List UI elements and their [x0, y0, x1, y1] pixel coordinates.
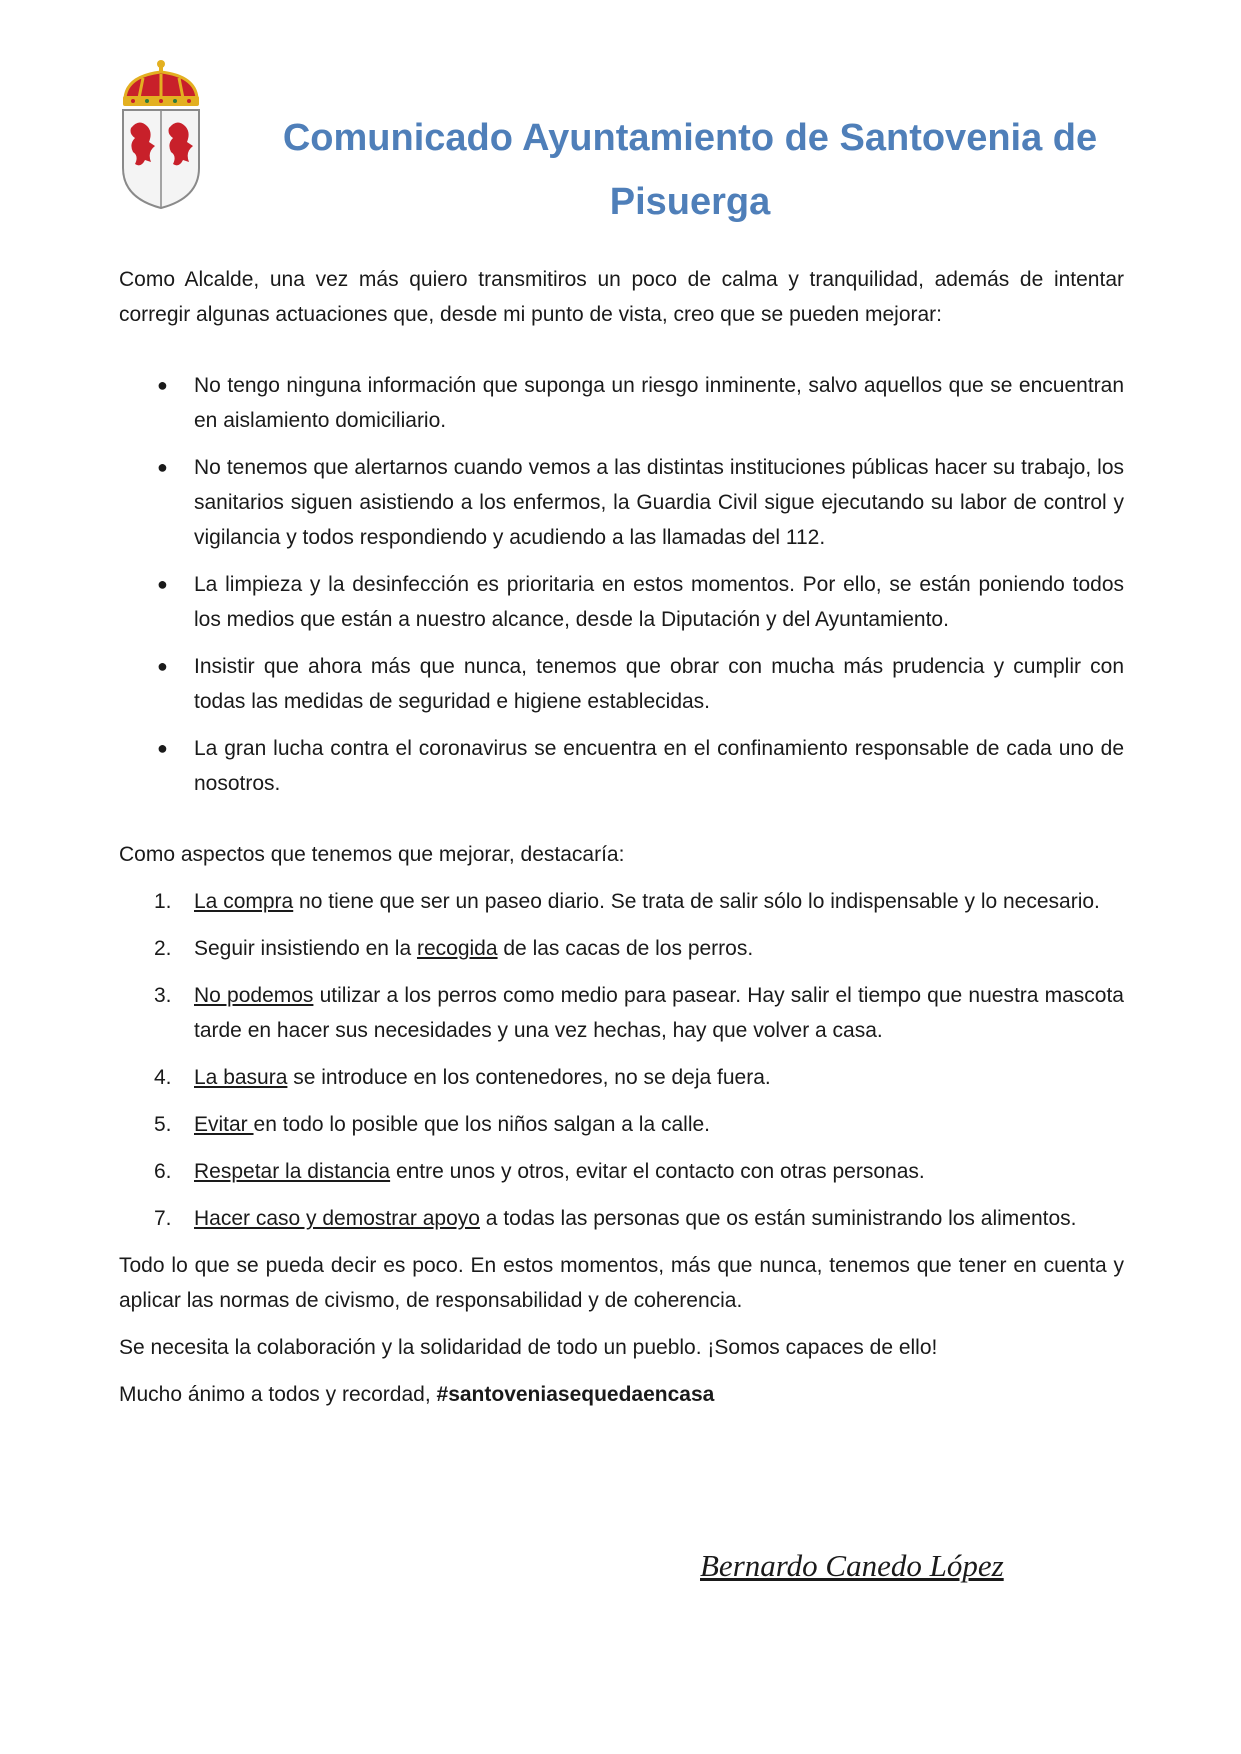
underlined-text: Respetar la distancia [194, 1160, 391, 1183]
closing-paragraph: Se necesita la colaboración y la solidaridad de todo un pueblo. ¡Somos capaces de ello! [119, 1336, 938, 1359]
list-item: ● Insistir que ahora más que nunca, tenemos que obrar con mucha más prudencia y cumplir con todas las medidas de seguridad e higiene establecidas. [119, 649, 1124, 719]
underlined-text: recogida [416, 937, 498, 960]
aspects-heading: Como aspectos que tenemos que mejorar, destacaría: [119, 843, 625, 866]
bullet-list [119, 368, 1124, 801]
item-number: 1. [154, 890, 172, 913]
list-item: 5. Evitar en todo lo posible que los niños salgan a la calle. [119, 1107, 1124, 1142]
item-number: 6. [154, 1160, 172, 1183]
list-item: ● No tenemos que alertarnos cuando vemos a las distintas instituciones públicas hacer su trabajo, los sanitarios siguen asistiendo a los enfermos, la Guardia Civil sigue ejecutando su labor de control y vigilancia y todos respondiendo y acudiendo a las llamadas del 112. [119, 450, 1124, 555]
item-number: 3. [154, 984, 172, 1007]
list-item: 6. Respetar la distancia entre unos y otros, evitar el contacto con otras personas. [119, 1154, 1124, 1189]
list-item: ● La gran lucha contra el coronavirus se encuentra en el confinamiento responsable de cada uno de nosotros. [119, 731, 1124, 801]
item-number: 2. [154, 937, 172, 960]
list-item: 3. No podemos utilizar a los perros como medio para pasear. Hay salir el tiempo que nuestra mascota tarde en hacer sus necesidades y una vez hechas, hay que volver a casa. [119, 978, 1124, 1048]
underlined-text: Hacer caso y demostrar apoyo [194, 1207, 480, 1230]
list-item: ● No tengo ninguna información que suponga un riesgo inminente, salvo aquellos que se encuentran en aislamiento domiciliario. [119, 368, 1124, 438]
final-line: Mucho ánimo a todos y recordad, #santoveniasequedaencasa [119, 1383, 715, 1406]
closing-paragraph: Todo lo que se pueda decir es poco. En estos momentos, más que nunca, tenemos que tener en cuenta y aplicar las normas de civismo, de responsabilidad y de coherencia. [119, 1254, 1124, 1312]
coat-of-arms-icon [117, 58, 205, 210]
signature: Bernardo Canedo López [700, 1548, 1004, 1583]
underlined-text: No podemos [194, 984, 314, 1007]
intro-paragraph: Como Alcalde, una vez más quiero transmitiros un poco de calma y tranquilidad, además de intentar corregir algunas actuaciones que, desde mi punto de vista, creo que se pueden mejorar: [119, 268, 1124, 326]
list-item: 2. Seguir insistiendo en la recogida de las cacas de los perros. [119, 931, 1124, 966]
bullet-icon: ● [157, 738, 168, 758]
bullet-icon: ● [157, 457, 168, 477]
page-title: Comunicado Ayuntamiento de Santovenia de Pisuerga [282, 117, 1098, 223]
underlined-text: La compra [194, 890, 294, 913]
bullet-icon: ● [157, 656, 168, 676]
letter-body [119, 262, 1124, 1424]
hashtag: #santoveniasequedaencasa [436, 1383, 715, 1406]
item-number: 7. [154, 1207, 172, 1230]
underlined-text: Evitar [194, 1113, 254, 1136]
item-number: 4. [154, 1066, 172, 1089]
list-item: ● La limpieza y la desinfección es prioritaria en estos momentos. Por ello, se están poniendo todos los medios que están a nuestro alcance, desde la Diputación y del Ayuntamiento. [119, 567, 1124, 637]
bullet-icon: ● [157, 574, 168, 594]
list-item: 1. La compra no tiene que ser un paseo diario. Se trata de salir sólo lo indispensable y lo necesario. [119, 884, 1124, 919]
underlined-text: La basura [194, 1066, 288, 1089]
list-item: 7. Hacer caso y demostrar apoyo a todas las personas que os están suministrando los alimentos. [119, 1201, 1124, 1236]
bullet-icon: ● [157, 375, 168, 395]
list-item: 4. La basura se introduce en los contenedores, no se deja fuera. [119, 1060, 1124, 1095]
numbered-list [119, 884, 1124, 1236]
item-number: 5. [154, 1113, 172, 1136]
